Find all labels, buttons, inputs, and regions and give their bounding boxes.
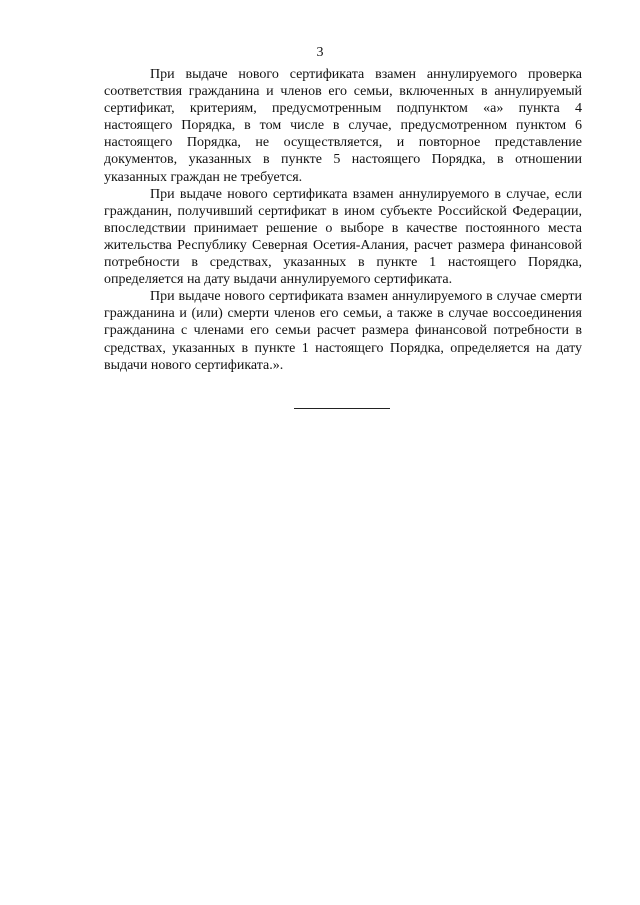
end-of-text-rule (294, 408, 390, 409)
page-number: 3 (316, 45, 324, 60)
document-body (104, 66, 582, 374)
paragraph-3: При выдаче нового сертификата взамен аннулируемого в случае смерти гражданина и (или) смерти членов его семьи, а также в случае воссоединения гражданина с членами его семьи расчет размера финансовой потребности в средствах, указанных в пункте 1 настоящего Порядка, определяется на дату выдачи нового сертификата.». (104, 289, 582, 373)
paragraph-2: При выдаче нового сертификата взамен аннулируемого в случае, если гражданин, получивший сертификат в ином субъекте Российской Федерации, впоследствии принимает решение о выборе в качестве постоянного места жительства Республику Северная Осетия-Алания, расчет размера финансовой потребности в средствах, указанных в пункте 1 настоящего Порядка, определяется на дату выдачи аннулируемого сертификата. (104, 186, 582, 288)
paragraph-1: При выдаче нового сертификата взамен аннулируемого проверка соответствия гражданина и членов его семьи, включенных в аннулируемый сертификат, критериям, предусмотренным подпунктом «а» пункта 4 настоящего Порядка, в том числе в случае, предусмотренном пунктом 6 настоящего Порядка, не осуществляется, и повторное представление документов, указанных в пункте 5 настоящего Порядка, в отношении указанных граждан не требуется. (104, 67, 582, 185)
